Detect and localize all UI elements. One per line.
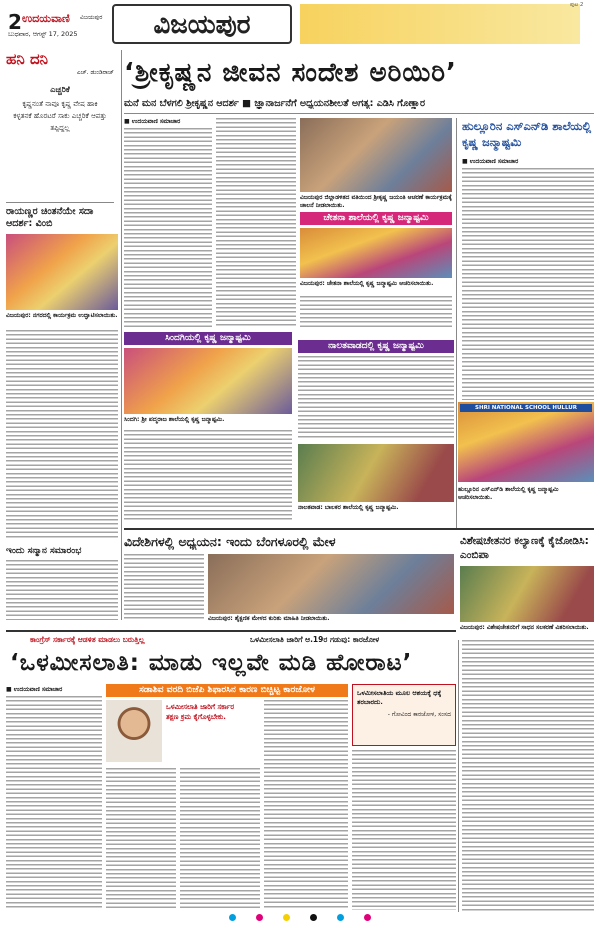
bottom-kicker-right: ಒಳಮೀಸಲಾತಿ ಜಾರಿಗೆ ಆ.19ರ ಗಡುವು: ಕಾರಜೋಳ (250, 635, 380, 644)
sindagi-caption: ಸಿಂದಗಿ: ಶ್ರೀ ಪದ್ಮರಾಜ ಶಾಲೆಯಲ್ಲಿ ಕೃಷ್ಣ ಜನ್ಮಾಷ್ಟಮಿ. (124, 416, 225, 423)
left-story-caption: ವಿಜಯಪುರ: ನಗರದಲ್ಲಿ ಕಾರ್ಯಕ್ರಮ ಉದ್ಘಾಟಿಸಲಾಯಿತು. (6, 312, 118, 319)
bottom-body-col5 (352, 750, 456, 910)
right-top-headline: ಹುಲ್ಲೂರಿನ ಎಸ್‌ಎನ್‌ಡಿ ಶಾಲೆಯಲ್ಲಿ ಕೃಷ್ಣ ಜನ್ಮಾಷ್ಟಮಿ (462, 119, 592, 149)
main-sub-rule (124, 113, 594, 114)
corner-tag: ಪುಟ 2 (570, 2, 584, 8)
reg-dot-black (310, 914, 317, 921)
reg-dot-cyan (229, 914, 236, 921)
videsha-caption: ವಿಜಯಪುರ: ಶೈಕ್ಷಣಿಕ ಮೇಳದ ಕುರಿತು ಮಾಹಿತಿ ನೀಡಲಾಯಿತು. (208, 615, 330, 622)
main-headline: ‘ಶ್ರೀಕೃಷ್ಣನ ಜೀವನ ಸಂದೇಶ ಅರಿಯಿರಿ’ (124, 58, 457, 88)
indu-headline: ಇಂದು ಸನ್ಮಾನ ಸಮಾರಂಭ (6, 546, 82, 556)
left-story-photo (6, 234, 118, 310)
honi-dani-byline: ಎಚ್. ಡುಂಡಿರಾಜ್ (76, 69, 114, 76)
sindagi-photo (124, 348, 292, 414)
bottom-body-col4 (264, 700, 348, 910)
col-rule-2 (456, 118, 457, 528)
registration-marks (90, 914, 510, 924)
right-top-banner: SHRI NATIONAL SCHOOL HULLUR (460, 404, 592, 412)
right-top-photo (458, 402, 594, 482)
portrait-photo (106, 700, 162, 762)
bottom-dateline: ■ ಉದಯವಾಣಿ ಸಮಾಚಾರ (6, 686, 63, 693)
main-caption: ವಿಜಯಪುರ ಜಿಲ್ಲಾಡಳಿತದ ವತಿಯಿಂದ ಶ್ರೀಕೃಷ್ಣ ಜಯಂತಿ ಆಚರಣೆ ಕಾರ್ಯಕ್ರಮಕ್ಕೆ ಚಾಲನೆ ನೀಡಲಾಯಿತು. (300, 194, 452, 209)
vishesha-caption: ವಿಜಯಪುರ: ವಿಶೇಷಚೇತನರಿಗೆ ಸಾಧನ ಸಲಕರಣೆ ವಿತರಿಸಲಾಯಿತು. (460, 624, 589, 631)
nalatwad-caption: ನಾಲತವಾಡ: ಬಾಲಕರ ಶಾಲೆಯಲ್ಲಿ ಕೃಷ್ಣ ಜನ್ಮಾಷ್ಟಮಿ. (298, 504, 399, 511)
vishesha-photo (460, 566, 594, 622)
main-body-col2 (216, 118, 296, 328)
chetana-body (300, 296, 452, 328)
poem-title: ಎಚ್ಚರಿಕೆ (50, 85, 70, 94)
bottom-pullquote: ಒಳಮೀಸಲಾತಿ ಜಾರಿಗೆ ಸರ್ಕಾರ ತಕ್ಷಣ ಕ್ರಮ ಕೈಗೊಳ್ಳಬೇಕು. (166, 703, 235, 721)
page-number: 2 (8, 10, 22, 34)
left-story-headline: ರಾಯಣ್ಣರ ಚಿಂತನೆಯೇ ಸದಾ ಆದರ್ಶ: ವಿಂಬಿ (6, 206, 94, 229)
section-title-box (112, 4, 292, 44)
sindagi-body (124, 430, 292, 520)
chetana-caption: ವಿಜಯಪುರ: ಚೇತನಾ ಶಾಲೆಯಲ್ಲಿ ಕೃಷ್ಣ ಜನ್ಮಾಷ್ಟಮಿ ಆಚರಿಸಲಾಯಿತು. (300, 280, 434, 287)
bottom-kicker-left: ಕಾಂಗ್ರೆಸ್ ಸರ್ಕಾರಕ್ಕೆ ಆಡಳಿತ ಮಾಡಲು ಬರುತ್ತಿಲ್ಲ (30, 635, 145, 644)
main-body-col1 (124, 128, 212, 328)
bottom-body-col3 (180, 768, 260, 910)
right-top-dateline: ■ ಉದಯವಾಣಿ ಸಮಾಚಾರ (462, 158, 519, 165)
quote-box-author: - ಗೋವಿಂದ ಕಾರಜೋಳ, ಸಂಸದ (387, 711, 451, 718)
main-photo (300, 118, 452, 192)
band-sindagi: ಸಿಂದಗಿಯಲ್ಲಿ ಕೃಷ್ಣ ಜನ್ಮಾಷ್ಟಮಿ (124, 332, 292, 345)
videsha-body-col1 (124, 554, 204, 620)
nalatwad-photo (298, 444, 454, 502)
main-subheadline: ಮನೆ ಮನ ಬೆಳಗಲಿ ಶ್ರೀಕೃಷ್ಣನ ಆದರ್ಶ ■ ಜ್ಞಾನಾರ್ಜನೆಗೆ ಅಧ್ಯಯನಶೀಲತೆ ಅಗತ್ಯ: ಎಡಿಸಿ ಗೊಣ್ಣಾರ (124, 98, 426, 109)
bottom-body-col1 (6, 696, 102, 910)
left-story-body (6, 330, 118, 540)
left-divider (6, 202, 114, 203)
honi-dani-title: ಹನಿ ದನಿ (6, 50, 48, 68)
band-chetana: ಚೇತನಾ ಶಾಲೆಯಲ್ಲಿ ಕೃಷ್ಣ ಜನ್ಮಾಷ್ಟಮಿ (300, 212, 452, 225)
right-bottom-body (462, 640, 594, 912)
main-dateline: ■ ಉದಯವಾಣಿ ಸಮಾಚಾರ (124, 118, 181, 125)
reg-dot-yellow (283, 914, 290, 921)
nalatwad-body (298, 356, 454, 440)
indu-body (6, 560, 118, 620)
bottom-headline: ‘ಒಳಮೀಸಲಾತಿ: ಮಾಡು ಇಲ್ಲವೇ ಮಡಿ ಹೋರಾಟ’ (10, 650, 413, 676)
right-top-body (462, 168, 594, 400)
mid-row-rule (124, 528, 594, 530)
masthead (0, 0, 600, 50)
poem-text: ಕೃಷ್ಣನಂತೆ ನಾವೂ ಕೃಷ್ಣ ವೇಷ ಹಾಕಿ ಕಳ್ಳತನಕೆ ಹೊರಟರೆ ಸಾಕು ಎಚ್ಚರಿಕೆ ಆಪತ್ತು ತಪ್ಪಿದ್ದಲ್ಲ (13, 100, 107, 132)
videsha-headline: ವಿದೇಶಿಗಳಲ್ಲಿ ಅಧ್ಯಯನ: ಇಂದು ಬೆಂಗಳೂರಲ್ಲಿ ಮೇಳ (124, 534, 336, 549)
band-nalatwad: ನಾಲತವಾಡದಲ್ಲಿ ಕೃಷ್ಣ ಜನ್ಮಾಷ್ಟಮಿ (298, 340, 454, 353)
reg-dot-magenta (256, 914, 263, 921)
section-title: ವಿಜಯಪುರ (153, 10, 251, 40)
brand-edition: ವಿಜಯಪುರ (80, 14, 103, 21)
bottom-top-rule (6, 630, 456, 632)
bottom-body-col2 (106, 768, 176, 910)
reg-dot-magenta-2 (364, 914, 371, 921)
honi-dani-box (6, 50, 114, 200)
brand-name: ಉದಯವಾಣಿ (22, 12, 70, 25)
reg-dot-cyan-2 (337, 914, 344, 921)
header-yellow-strip (300, 4, 580, 44)
right-top-caption: ಹುಲ್ಲೂರಿನ ಎಸ್‌ಎನ್‌ಡಿ ಶಾಲೆಯಲ್ಲಿ ಕೃಷ್ಣ ಜನ್ಮಾಷ್ಟಮಿ ಆಚರಿಸಲಾಯಿತು. (458, 486, 559, 501)
quote-box (352, 684, 456, 746)
col-rule-1 (121, 50, 122, 620)
date-line: ಬುಧವಾರ, ಆಗಸ್ಟ್ 17, 2025 (8, 30, 78, 38)
bottom-band: ಸಡಾಶಿವ ವರದಿ ಬಿಜೆಪಿ ಶಿಫಾರಸಿನ ಕಾರಣ ಬಿಚ್ಚಿಟ್ಟ ಕಾರಜೋಳ (106, 684, 348, 697)
quote-box-text: ಒಳಮೀಸಲಾತಿಯ ಮೂಲ ಆಶಯಕ್ಕೆ ಧಕ್ಕೆ ತರಬಾರದು. (357, 689, 442, 706)
chetana-photo (300, 228, 452, 278)
col-rule-3 (458, 640, 459, 912)
vishesha-headline: ವಿಶೇಷಚೇತನರ ಕಲ್ಯಾಣಕ್ಕೆ ಕೈಜೋಡಿಸಿ: ಎಂಬಿಪಾ (460, 535, 589, 561)
videsha-photo (208, 554, 454, 614)
